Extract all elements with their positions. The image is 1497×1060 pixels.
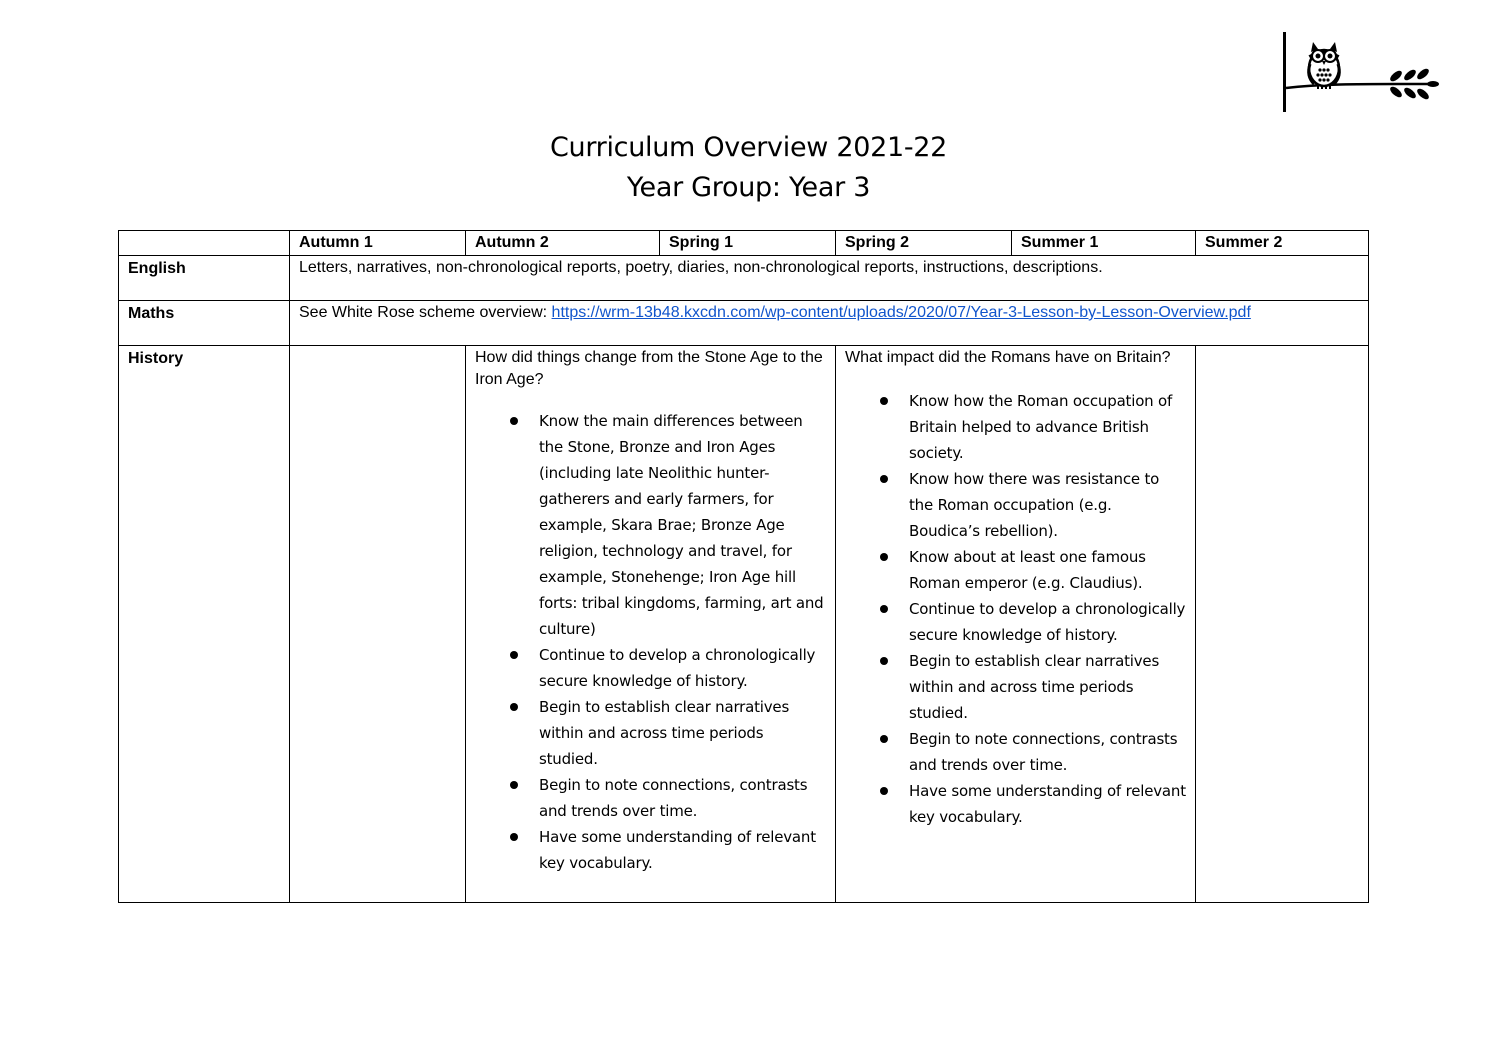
curriculum-table (118, 230, 1369, 903)
column-header-spring-1: Spring 1 (660, 231, 836, 256)
list-item: Know how there was resistance to the Roman occupation (e.g. Boudica’s rebellion). (909, 466, 1186, 544)
table-row-english (119, 256, 1369, 301)
column-header-blank (119, 231, 290, 256)
list-item: Begin to establish clear narratives within and across time periods studied. (539, 694, 826, 772)
title-block (0, 128, 1497, 208)
subject-history: History (119, 346, 290, 903)
history-spring-question: What impact did the Romans have on Britain? (845, 349, 1171, 366)
list-item: Have some understanding of relevant key vocabulary. (909, 778, 1186, 830)
column-header-spring-2: Spring 2 (836, 231, 1012, 256)
column-header-summer-2: Summer 2 (1196, 231, 1369, 256)
history-spring-objectives (845, 388, 1186, 830)
history-summer-2-cell (1196, 346, 1369, 903)
english-content: Letters, narratives, non-chronological reports, poetry, diaries, non-chronological reports, instructions, descriptions. (290, 256, 1369, 301)
table-row-history (119, 346, 1369, 903)
list-item: Have some understanding of relevant key vocabulary. (539, 824, 826, 876)
list-item: Continue to develop a chronologically secure knowledge of history. (539, 642, 826, 694)
column-header-autumn-2: Autumn 2 (466, 231, 660, 256)
history-spring-2-cell (836, 346, 1196, 903)
history-autumn-objectives (475, 408, 826, 876)
page-subtitle: Year Group: Year 3 (626, 172, 871, 203)
header-row (119, 231, 1369, 256)
column-header-summer-1: Summer 1 (1012, 231, 1196, 256)
page-title: Curriculum Overview 2021-22 (549, 132, 948, 163)
list-item: Begin to note connections, contrasts and trends over time. (909, 726, 1186, 778)
list-item: Know the main differences between the Stone, Bronze and Iron Ages (including late Neolithic hunter-gatherers and early farmers, for example, Skara Brae; Bronze Age religion, technology and travel, for example, Stonehenge; Iron Age hill forts: tribal kingdoms, farming, art and culture) (539, 408, 826, 642)
history-autumn-1-cell (290, 346, 466, 903)
column-header-autumn-1: Autumn 1 (290, 231, 466, 256)
history-autumn-question: How did things change from the Stone Age to the Iron Age? (475, 349, 823, 388)
list-item: Begin to note connections, contrasts and trends over time. (539, 772, 826, 824)
maths-content (290, 301, 1369, 346)
subject-maths: Maths (119, 301, 290, 346)
list-item: Know about at least one famous Roman emperor (e.g. Claudius). (909, 544, 1186, 596)
owl-on-branch-logo (1280, 30, 1440, 114)
list-item: Know how the Roman occupation of Britain helped to advance British society. (909, 388, 1186, 466)
list-item: Continue to develop a chronologically secure knowledge of history. (909, 596, 1186, 648)
maths-prefix: See White Rose scheme overview: (299, 304, 552, 321)
table-row-maths (119, 301, 1369, 346)
subject-english: English (119, 256, 290, 301)
white-rose-overview-link[interactable]: https://wrm-13b48.kxcdn.com/wp-content/uploads/2020/07/Year-3-Lesson-by-Lesson-Overview.pdf (551, 304, 1251, 321)
list-item: Begin to establish clear narratives within and across time periods studied. (909, 648, 1186, 726)
history-autumn-2-cell (466, 346, 836, 903)
